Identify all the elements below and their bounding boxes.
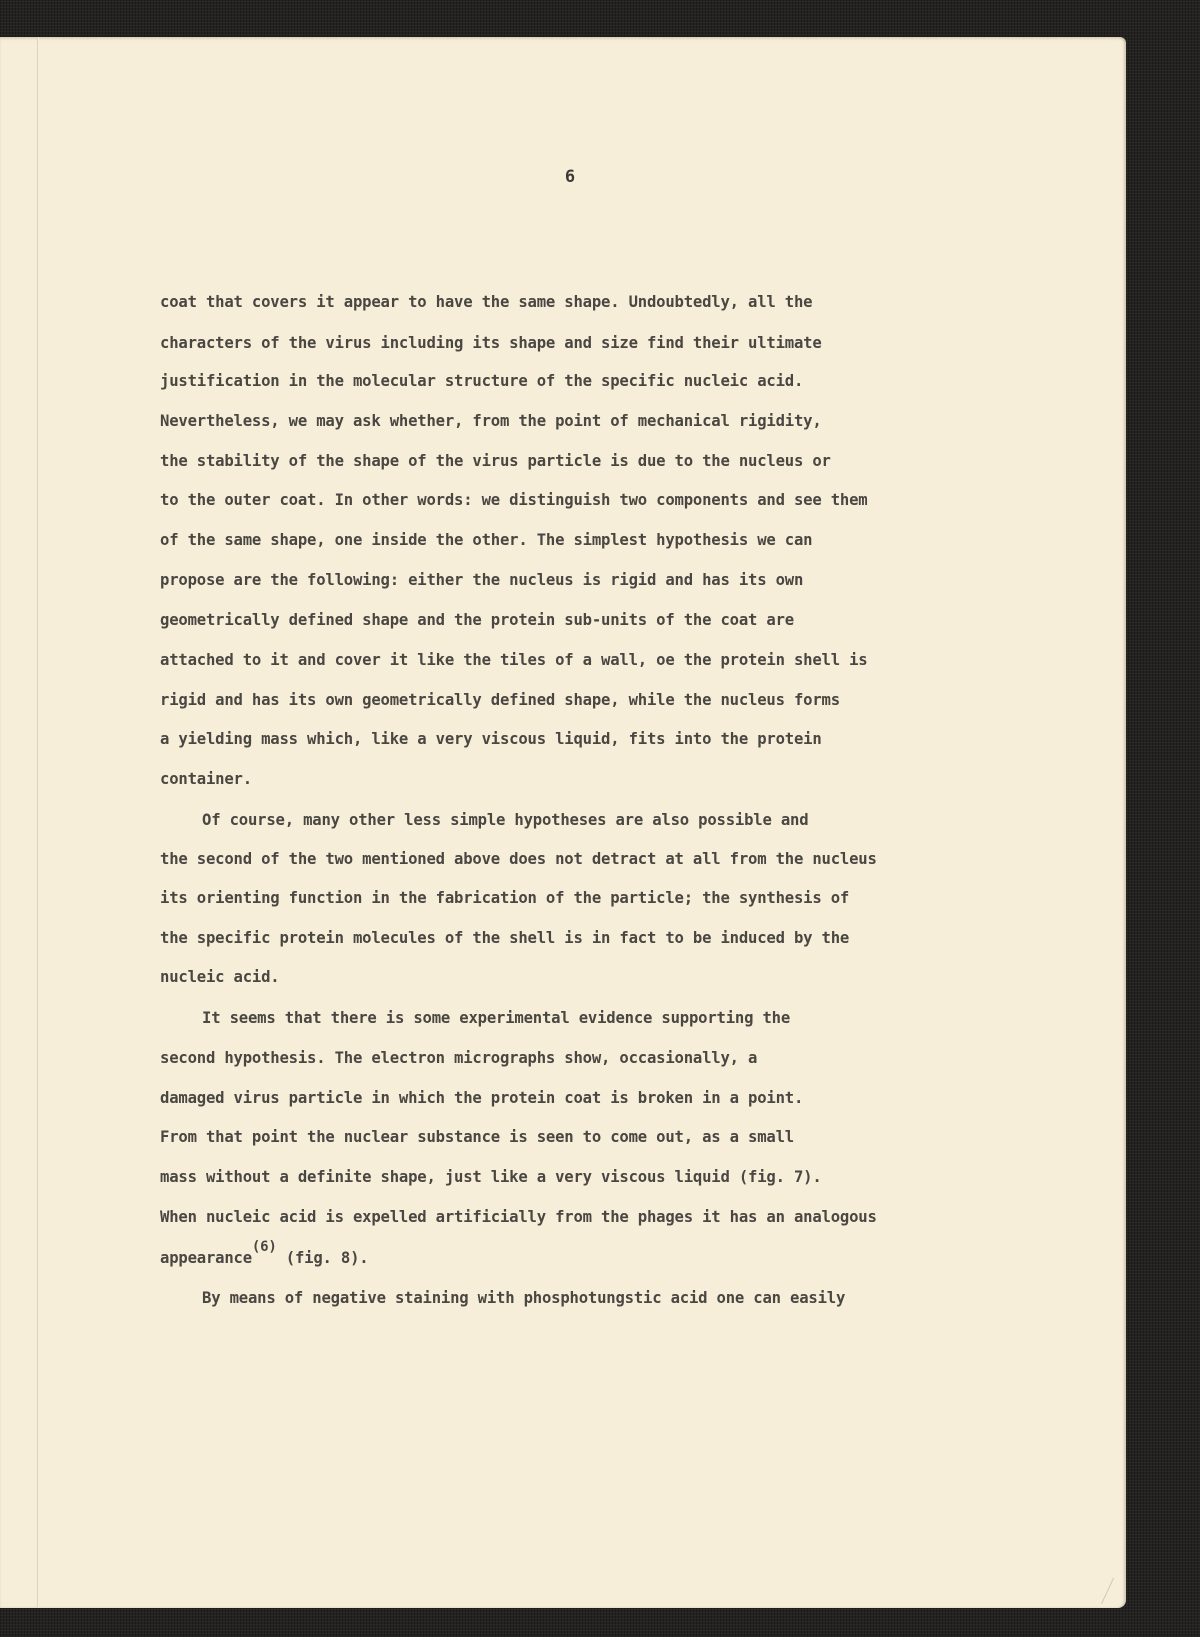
text-line: rigid and has its own geometrically defined shape, while the nucleus forms — [160, 691, 840, 709]
text-line: propose are the following: either the nucleus is rigid and has its own — [160, 571, 804, 589]
text-line: geometrically defined shape and the protein sub-units of the coat are — [160, 611, 794, 629]
text-line: container. — [160, 770, 252, 788]
text-line: attached to it and cover it like the tiles of a wall, oe the protein shell is — [160, 651, 868, 669]
text-line: characters of the virus including its shape and size find their ultimate — [160, 334, 822, 352]
text-line: nucleic acid. — [160, 968, 280, 986]
text-line: From that point the nuclear substance is seen to come out, as a small — [160, 1128, 794, 1146]
paragraph-start-line: By means of negative staining with phosphotungstic acid one can easily — [202, 1289, 846, 1307]
text-line: the second of the two mentioned above does not detract at all from the nucleus — [160, 850, 877, 868]
text-line: Nevertheless, we may ask whether, from the point of mechanical rigidity, — [160, 412, 822, 430]
text-line: second hypothesis. The electron micrographs show, occasionally, a — [160, 1049, 758, 1067]
page-number: 6 — [564, 167, 576, 187]
text-line: justification in the molecular structure of the specific nucleic acid. — [160, 372, 804, 390]
paragraph-start-line: Of course, many other less simple hypotheses are also possible and — [202, 811, 809, 829]
text-line: mass without a definite shape, just like a very viscous liquid (fig. 7). — [160, 1168, 822, 1186]
text-line: the specific protein molecules of the shell is in fact to be induced by the — [160, 929, 850, 947]
text-line: the stability of the shape of the virus particle is due to the nucleus or — [160, 452, 831, 470]
text-line: When nucleic acid is expelled artificially from the phages it has an analogous — [160, 1208, 877, 1226]
text-line: damaged virus particle in which the protein coat is broken in a point. — [160, 1089, 804, 1107]
paragraph-start-line: It seems that there is some experimental evidence supporting the — [202, 1009, 791, 1027]
document-page — [0, 37, 1126, 1608]
citation-line — [160, 1239, 369, 1268]
page-gutter-fold — [37, 37, 39, 1608]
text-line: its orienting function in the fabrication of the particle; the synthesis of — [160, 889, 850, 907]
text-fragment: (fig. 8). — [276, 1249, 369, 1267]
page-corner-crease — [1101, 1578, 1128, 1604]
text-line: to the outer coat. In other words: we distinguish two components and see them — [160, 491, 868, 509]
text-line: a yielding mass which, like a very viscous liquid, fits into the protein — [160, 730, 822, 748]
text-fragment: appearance — [160, 1249, 252, 1267]
citation-superscript: (6) — [251, 1239, 277, 1255]
text-line: coat that covers it appear to have the same shape. Undoubtedly, all the — [160, 293, 813, 311]
text-line: of the same shape, one inside the other. The simplest hypothesis we can — [160, 531, 813, 549]
